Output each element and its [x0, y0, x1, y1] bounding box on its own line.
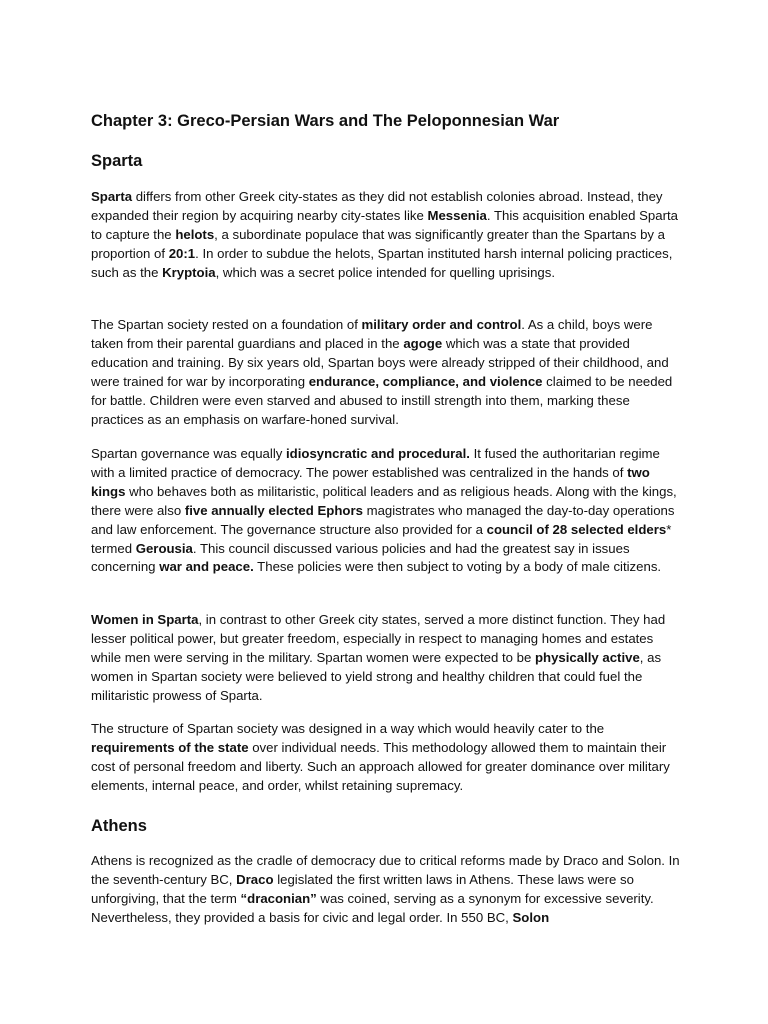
bold-term: physically active [534, 649, 640, 665]
bold-term: war and peace. [159, 559, 254, 575]
bold-term: five annually elected Ephors [184, 502, 363, 518]
bold-term: council of 28 selected elders [486, 521, 667, 537]
bold-term: 20:1 [168, 245, 196, 261]
text-run: . This acquisition enabled Sparta to capture the [91, 207, 678, 242]
bold-term: requirements of the state [91, 739, 249, 755]
paragraph [91, 720, 681, 796]
bold-term: endurance, compliance, and violence [308, 373, 543, 389]
section-heading-athens: Athens [91, 817, 147, 835]
text-run: which was a state that provided education and training. By six years old, Spartan boys were already stripped of their childhood, and were trained for war by incorporating [91, 335, 669, 389]
bold-term: military order and control [361, 317, 522, 332]
text-run: * termed [91, 521, 672, 556]
paragraph [91, 611, 681, 706]
text-run: magistrates who managed the day-to-day operations and law enforcement. The governance structure also provided for a [91, 502, 675, 537]
bold-term: Gerousia [135, 540, 193, 556]
bold-term: Women in Sparta [91, 612, 199, 627]
bold-term: idiosyncratic and procedural. [286, 446, 470, 461]
bold-term: helots [175, 226, 215, 242]
paragraph [91, 188, 681, 283]
text-run: who behaves both as militaristic, political leaders and as religious heads. Along with the kings, there were also [91, 483, 677, 518]
bold-term: two kings [91, 464, 650, 499]
text-run: . In order to subdue the helots, Spartan instituted harsh internal policing practices, such as the [91, 245, 673, 280]
bold-term: Solon [512, 909, 550, 925]
paragraph [91, 852, 681, 928]
text-run: Athens is recognized as the cradle of democracy due to critical reforms made by Draco and Solon. In the seventh-century BC, [91, 853, 680, 887]
chapter-title: Chapter 3: Greco-Persian Wars and The Peloponnesian War [91, 112, 560, 130]
text-run: was coined, serving as a synonym for excessive severity. Nevertheless, they provided a basis for civic and legal order. In 550 BC, [91, 890, 654, 925]
text-run: differs from other Greek city-states as they did not establish colonies abroad. Instead, they expanded their region by acquiring nearby city-states like [91, 189, 663, 223]
text-run: claimed to be needed for battle. Children were even starved and abused to instill strength into them, marking these practices as an emphasis on warfare-honed survival. [91, 373, 673, 427]
paragraph [91, 316, 681, 429]
bold-term: Sparta [91, 189, 133, 204]
paragraph [91, 445, 681, 577]
text-run: The Spartan society rested on a foundation of [91, 317, 362, 332]
section-heading-sparta: Sparta [91, 152, 143, 170]
bold-term: Kryptoia [162, 264, 216, 280]
text-run: legislated the first written laws in Athens. These laws were so unforgiving, that the term [91, 871, 634, 906]
text-run: , which was a secret police intended for quelling uprisings. [215, 264, 556, 280]
text-run: It fused the authoritarian regime with a limited practice of democracy. The power established was centralized in the hands of [91, 446, 660, 480]
text-run: . As a child, boys were taken from their parental guardians and placed in the [91, 317, 653, 351]
text-run: , as women in Spartan society were believed to yield strong and healthy children that could fuel the militaristic prowess of Sparta. [91, 649, 662, 703]
bold-term: Draco [236, 871, 274, 887]
bold-term: Messenia [427, 207, 487, 223]
text-run: over individual needs. This methodology allowed them to maintain their cost of personal freedom and liberty. Such an approach allowed for greater dominance over military elements, internal peace, and order, whilst retaining supremacy. [91, 739, 670, 793]
bold-term: “draconian” [240, 890, 317, 906]
text-run: , in contrast to other Greek city states, served a more distinct function. They had lesser political power, but greater freedom, especially in respect to managing homes and estates while men were serving in the military. Spartan women were expected to be [91, 612, 666, 665]
text-run: The structure of Spartan society was designed in a way which would heavily cater to the [91, 721, 605, 736]
text-run: , a subordinate populace that was significantly greater than the Spartans by a proportion of [91, 226, 666, 261]
text-run: . This council discussed various policies and had the greatest say in issues concerning [91, 540, 630, 575]
text-run: These policies were then subject to voting by a body of male citizens. [253, 559, 662, 575]
bold-term: agoge [403, 335, 443, 351]
text-run: Spartan governance was equally [91, 446, 287, 461]
